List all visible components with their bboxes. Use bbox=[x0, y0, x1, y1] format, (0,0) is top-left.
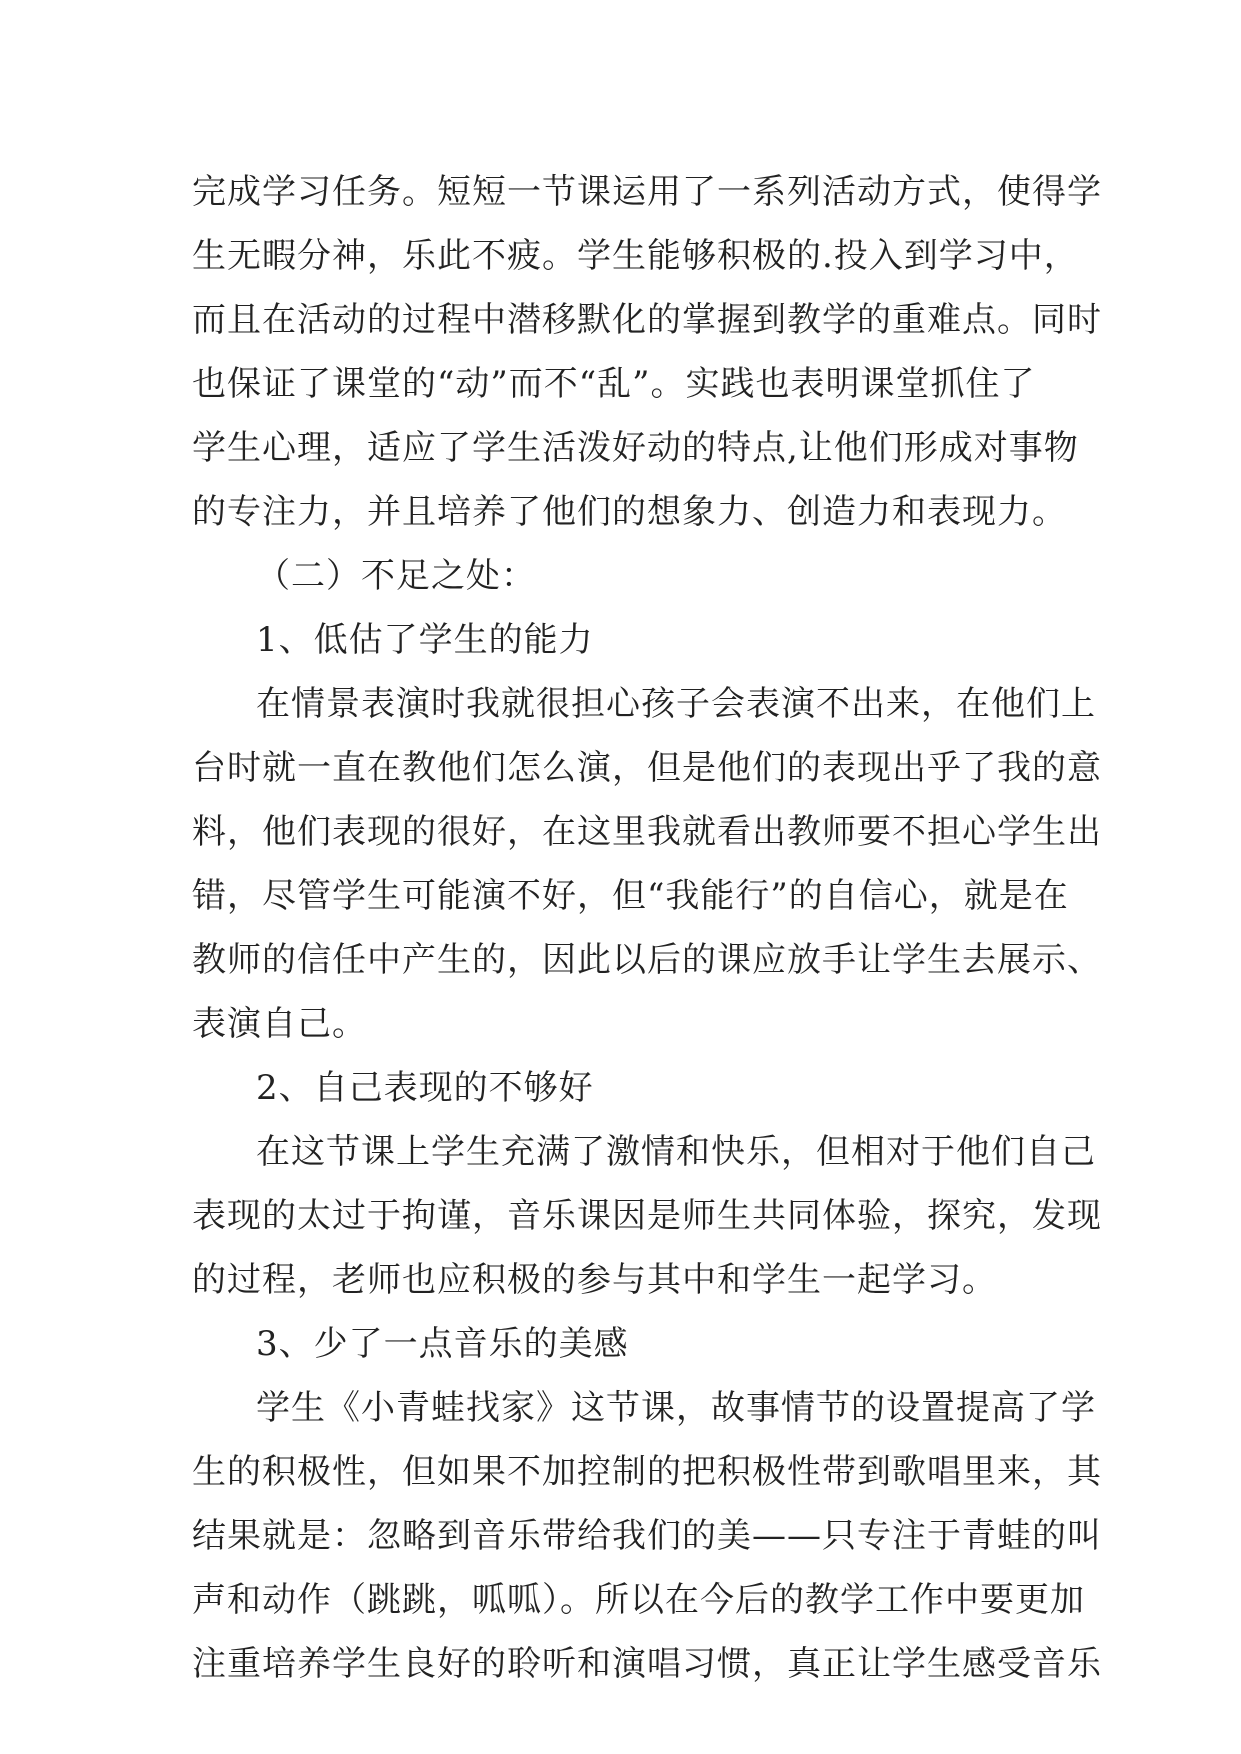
text-line: 生的积极性，但如果不加控制的把积极性带到歌唱里来，其 bbox=[192, 1452, 1102, 1492]
text-line: 的专注力，并且培养了他们的想象力、创造力和表现力。 bbox=[192, 492, 1067, 532]
text-line: （二）不足之处： bbox=[256, 556, 536, 596]
text-line: 完成学习任务。短短一节课运用了一系列活动方式，使得学 bbox=[192, 172, 1102, 212]
text-line: 教师的信任中产生的，因此以后的课应放手让学生去展示、 bbox=[192, 940, 1102, 980]
text-line: 也保证了课堂的“动”而不“乱”。实践也表明课堂抓住了 bbox=[192, 364, 1036, 404]
text-line: 的过程，老师也应积极的参与其中和学生一起学习。 bbox=[192, 1260, 997, 1300]
text-line: 声和动作（跳跳，呱呱）。所以在今后的教学工作中要更加 bbox=[192, 1580, 1085, 1620]
text-line: 表现的太过于拘谨，音乐课因是师生共同体验，探究，发现 bbox=[192, 1196, 1102, 1236]
text-line: 结果就是：忽略到音乐带给我们的美——只专注于青蛙的叫 bbox=[192, 1516, 1102, 1556]
text-line: 1、低估了学生的能力 bbox=[256, 620, 594, 660]
text-line: 2、自己表现的不够好 bbox=[256, 1068, 594, 1108]
text-line: 在情景表演时我就很担心孩子会表演不出来，在他们上 bbox=[256, 684, 1096, 724]
text-line: 表演自己。 bbox=[192, 1004, 367, 1044]
text-line: 在这节课上学生充满了激情和快乐，但相对于他们自己 bbox=[256, 1132, 1096, 1172]
text-line: 台时就一直在教他们怎么演，但是他们的表现出乎了我的意 bbox=[192, 748, 1102, 788]
text-line: 料，他们表现的很好，在这里我就看出教师要不担心学生出 bbox=[192, 812, 1102, 852]
text-line: 学生心理，适应了学生活泼好动的特点,让他们形成对事物 bbox=[192, 428, 1079, 468]
text-line: 错，尽管学生可能演不好，但“我能行”的自信心，就是在 bbox=[192, 876, 1069, 916]
text-line: 而且在活动的过程中潜移默化的掌握到教学的重难点。同时 bbox=[192, 300, 1102, 340]
text-line: 注重培养学生良好的聆听和演唱习惯，真正让学生感受音乐 bbox=[192, 1644, 1102, 1684]
text-line: 生无暇分神，乐此不疲。学生能够积极的.投入到学习中， bbox=[192, 236, 1079, 276]
text-line: 学生《小青蛙找家》这节课，故事情节的设置提高了学 bbox=[256, 1388, 1096, 1428]
text-line: 3、少了一点音乐的美感 bbox=[256, 1324, 629, 1364]
document-body bbox=[192, 160, 1102, 1696]
